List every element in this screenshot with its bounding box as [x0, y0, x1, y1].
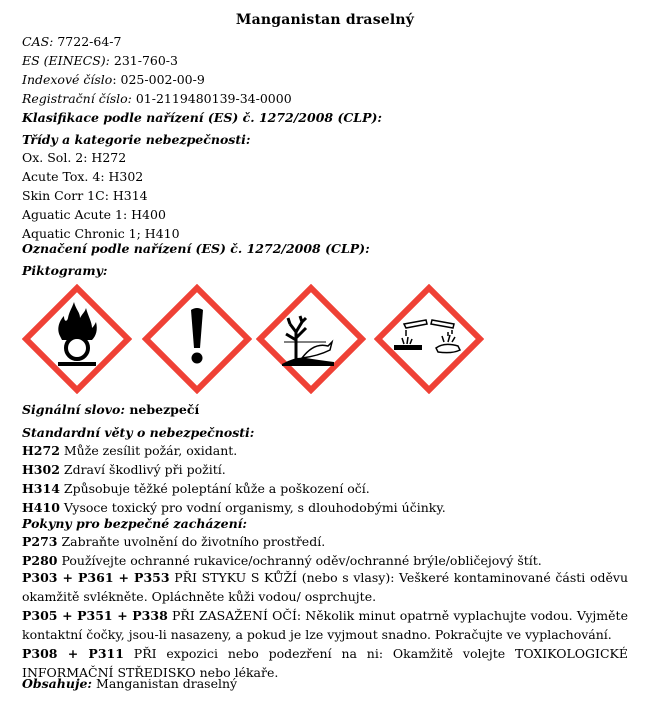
cas-label: CAS: [22, 34, 54, 49]
hazard-statement [22, 481, 370, 497]
signal-word-line [22, 402, 199, 418]
precautionary-statement [22, 534, 325, 550]
precautionary-statement-code: P273 [22, 534, 58, 549]
contains-value: Manganistan draselný [92, 676, 238, 691]
einecs-line [22, 53, 178, 69]
precautionary-statement-code: P303 + P361 + P353 [22, 570, 170, 585]
classification-heading: Klasifikace podle nařízení (ES) č. 1272/2008 (CLP): [22, 110, 383, 125]
hazard-statement-code: H272 [22, 443, 60, 458]
hazard-statement [22, 443, 237, 459]
hazard-statement-text: Vysoce toxický pro vodní organismy, s dlouhodobými účinky. [59, 500, 446, 515]
hazard-statement-code: H314 [22, 481, 60, 496]
cas-value: 7722-64-7 [53, 34, 122, 49]
corrosion-icon [374, 284, 484, 394]
registration-number-label: Registrační číslo: [22, 91, 132, 106]
precautionary-statement [22, 568, 628, 606]
contains-label: Obsahuje: [22, 676, 93, 691]
einecs-value: 231-760-3 [109, 53, 178, 68]
hazard-statement-text: Způsobuje těžké poleptání kůže a poškození očí. [59, 481, 370, 496]
environment-dead-tree-fish-icon [256, 284, 366, 394]
cas-line [22, 34, 121, 50]
pictograms-heading: Piktogramy: [22, 263, 108, 278]
hazard-class-item: Ox. Sol. 2: H272 [22, 150, 127, 165]
precautionary-statement-code: P308 + P311 [22, 646, 124, 661]
exclamation-mark-icon [142, 284, 252, 394]
pictogram-row [22, 284, 542, 394]
precautionary-statement-text: PŘI ZASAŽENÍ OČÍ: Několik minut opatrně vyplachujte vodou. Vyjměte kontaktní čočky, jsou-li nasazeny, a pokud je lze vyjmout snadno. Pokračujte ve vyplachování. [22, 608, 628, 642]
precautionary-statement-code: P305 + P351 + P338 [22, 608, 168, 623]
precautionary-statement-code: P280 [22, 553, 58, 568]
hazard-statement-text: Může zesílit požár, oxidant. [59, 443, 238, 458]
precautionary-statement-text: PŘI STYKU S KŮŽÍ (nebo s vlasy): Veškeré kontaminované části oděvu okamžitě svlékněte. Opláchněte kůži vodou/ osprchujte. [22, 570, 628, 604]
precautionary-statement-text: Zabraňte uvolnění do životního prostředí. [57, 534, 326, 549]
registration-number-line [22, 91, 292, 107]
precautionary-heading: Pokyny pro bezpečné zacházení: [22, 516, 248, 531]
einecs-label: ES (EINECS): [22, 53, 110, 68]
signal-word-label: Signální slovo: [22, 402, 125, 417]
index-number-label: Indexové číslo [22, 72, 113, 87]
hazard-statement [22, 462, 226, 478]
hazard-statements-heading: Standardní věty o nebezpečnosti: [22, 425, 255, 440]
index-number-line [22, 72, 205, 88]
hazard-statement-code: H410 [22, 500, 60, 515]
hazard-statement-code: H302 [22, 462, 60, 477]
oxidizing-flame-over-circle-icon [22, 284, 132, 394]
hazard-class-item: Aquatic Chronic 1; H410 [22, 226, 180, 241]
hazard-class-item: Skin Corr 1C: H314 [22, 188, 148, 203]
precautionary-statement [22, 606, 628, 644]
precautionary-statement-text: PŘI expozici nebo podezření na ni: Okamžitě volejte TOXIKOLOGICKÉ INFORMAČNÍ STŘEDISKO nebo lékaře. [22, 646, 628, 680]
hazard-class-item: Aguatic Acute 1: H400 [22, 207, 166, 222]
precautionary-statement [22, 553, 542, 569]
hazard-class-item: Acute Tox. 4: H302 [22, 169, 144, 184]
hazard-statement-text: Zdraví škodlivý při požití. [59, 462, 226, 477]
precautionary-statement-text: Používejte ochranné rukavice/ochranný oděv/ochranné brýle/obličejový štít. [57, 553, 542, 568]
document-title: Manganistan draselný [235, 12, 415, 28]
index-number-value: : 025-002-00-9 [112, 72, 205, 87]
contains-line [22, 676, 237, 692]
hazard-statement [22, 500, 446, 516]
hazard-classes-heading: Třídy a kategorie nebezpečnosti: [22, 132, 251, 147]
registration-number-value: 01-2119480139-34-0000 [131, 91, 292, 106]
labelling-heading: Označení podle nařízení (ES) č. 1272/2008 (CLP): [22, 241, 370, 256]
signal-word-value: nebezpečí [124, 402, 200, 417]
